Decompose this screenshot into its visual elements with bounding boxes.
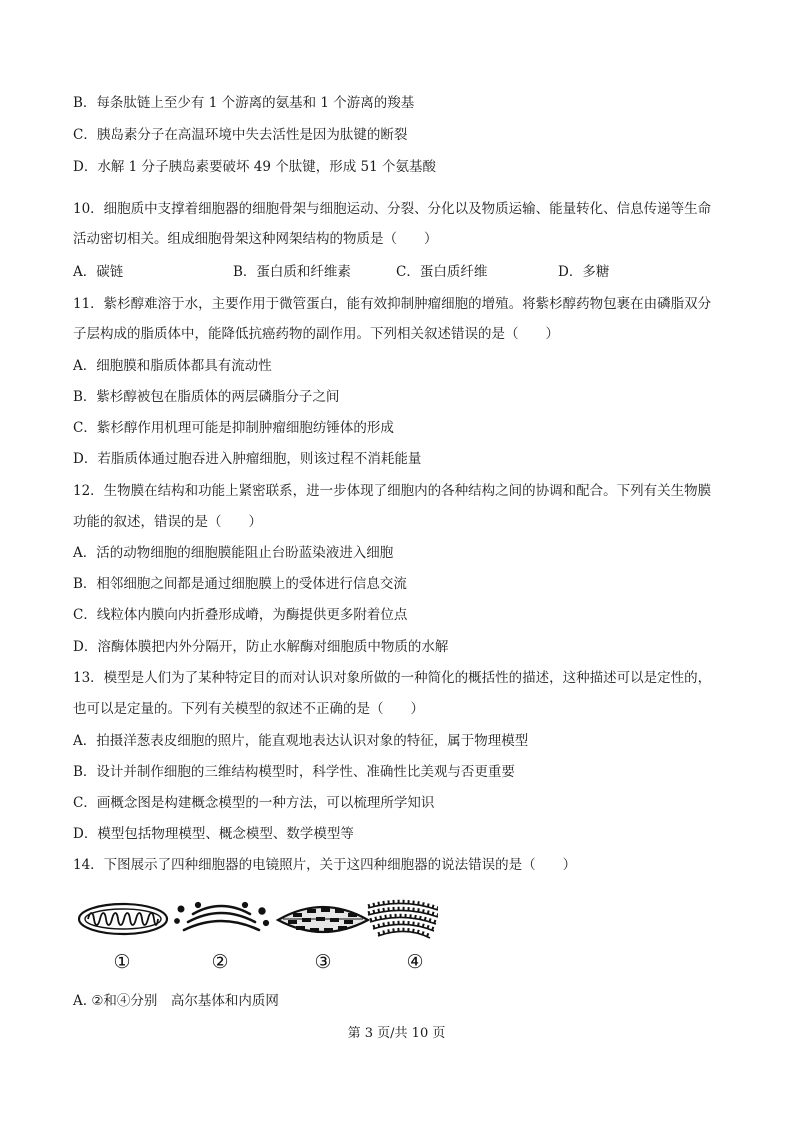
figure-label-1: ① <box>113 951 131 973</box>
q12-stem-line1: 12．生物膜在结构和功能上紧密联系，进一步体现了细胞内的各种结构之间的协调和配合。下列有关生物膜 <box>73 483 712 499</box>
q11-stem-line2: 子层构成的脂质体中，能降低抗癌药物的副作用。下列相关叙述错误的是（ ） <box>73 326 559 342</box>
q11-option-d: D．若脂质体通过胞吞进入肿瘤细胞，则该过程不消耗能量 <box>73 451 422 467</box>
figure-label-3: ③ <box>314 951 332 973</box>
q12-stem-line2: 功能的叙述，错误的是（ ） <box>73 514 262 530</box>
figure-label-4: ④ <box>406 951 424 973</box>
q13-stem-line1: 13．模型是人们为了某种特定目的而对认识对象所做的一种简化的概括性的描述，这种描述可以是定性的， <box>73 670 712 686</box>
q12-option-a: A．活的动物细胞的细胞膜能阻止台盼蓝染液进入细胞 <box>73 545 394 561</box>
q13-stem-line2: 也可以是定量的。下列有关模型的叙述不正确的是（ ） <box>73 701 424 717</box>
q10-option-b: B．蛋白质和纤维素 <box>233 264 351 280</box>
q11-option-b: B．紫杉醇被包在脂质体的两层磷脂分子之间 <box>73 389 340 405</box>
golgi-image <box>175 903 267 930</box>
q9-option-b: B．每条肽链上至少有 1 个游离的氨基和 1 个游离的羧基 <box>73 95 415 111</box>
q12-option-d: D．溶酶体膜把内外分隔开，防止水解酶对细胞质中物质的水解 <box>73 639 449 655</box>
q14-option-a: A. ②和④分别 高尔基体和内质网 <box>73 993 279 1009</box>
q12-option-c: C．线粒体内膜向内折叠形成嵴，为酶提供更多附着位点 <box>73 607 408 623</box>
q9-option-c: C．胰岛素分子在高温环境中失去活性是因为肽键的断裂 <box>73 127 408 143</box>
q13-option-c: C．画概念图是构建概念模型的一种方法，可以梳理所学知识 <box>73 795 435 811</box>
page-footer: 第 3 页/共 10 页 <box>347 1026 446 1041</box>
q13-option-a: A．拍摄洋葱表皮细胞的照片，能直观地表达认识对象的特征，属于物理模型 <box>73 733 529 749</box>
q10-stem-line1: 10．细胞质中支撑着细胞器的细胞骨架与细胞运动、分裂、分化以及物质运输、能量转化、信息传递等生命 <box>73 201 712 217</box>
q10-stem-line2: 活动密切相关。组成细胞骨架这种网架结构的物质是（ ） <box>73 231 438 247</box>
q13-option-b: B．设计并制作细胞的三维结构模型时，科学性、准确性比美观与否更重要 <box>73 764 515 780</box>
organelle-figure <box>78 898 438 978</box>
q14-stem: 14．下图展示了四种细胞器的电镜照片，关于这四种细胞器的说法错误的是（ ） <box>73 857 577 873</box>
q9-option-d: D．水解 1 分子胰岛素要破坏 49 个肽键，形成 51 个氨基酸 <box>73 159 437 175</box>
chloroplast-image <box>278 907 368 932</box>
q13-option-d: D．模型包括物理模型、概念模型、数学模型等 <box>73 826 354 842</box>
q10-option-c: C．蛋白质纤维 <box>396 264 488 280</box>
q10-option-a: A．碳链 <box>73 264 124 280</box>
q11-option-a: A．细胞膜和脂质体都具有流动性 <box>73 358 272 374</box>
figure-label-2: ② <box>211 951 229 973</box>
q11-option-c: C．紫杉醇作用机理可能是抑制肿瘤细胞纺锤体的形成 <box>73 420 394 436</box>
endoplasmic-reticulum-image <box>368 901 438 938</box>
q10-option-d: D．多糖 <box>558 264 610 280</box>
q12-option-b: B．相邻细胞之间都是通过细胞膜上的受体进行信息交流 <box>73 576 407 592</box>
q11-stem-line1: 11．紫杉醇难溶于水，主要作用于微管蛋白，能有效抑制肿瘤细胞的增殖。将紫杉醇药物包裹在由磷脂双分 <box>73 296 712 312</box>
mitochondrion-image <box>79 904 167 934</box>
q10-options <box>73 263 753 281</box>
